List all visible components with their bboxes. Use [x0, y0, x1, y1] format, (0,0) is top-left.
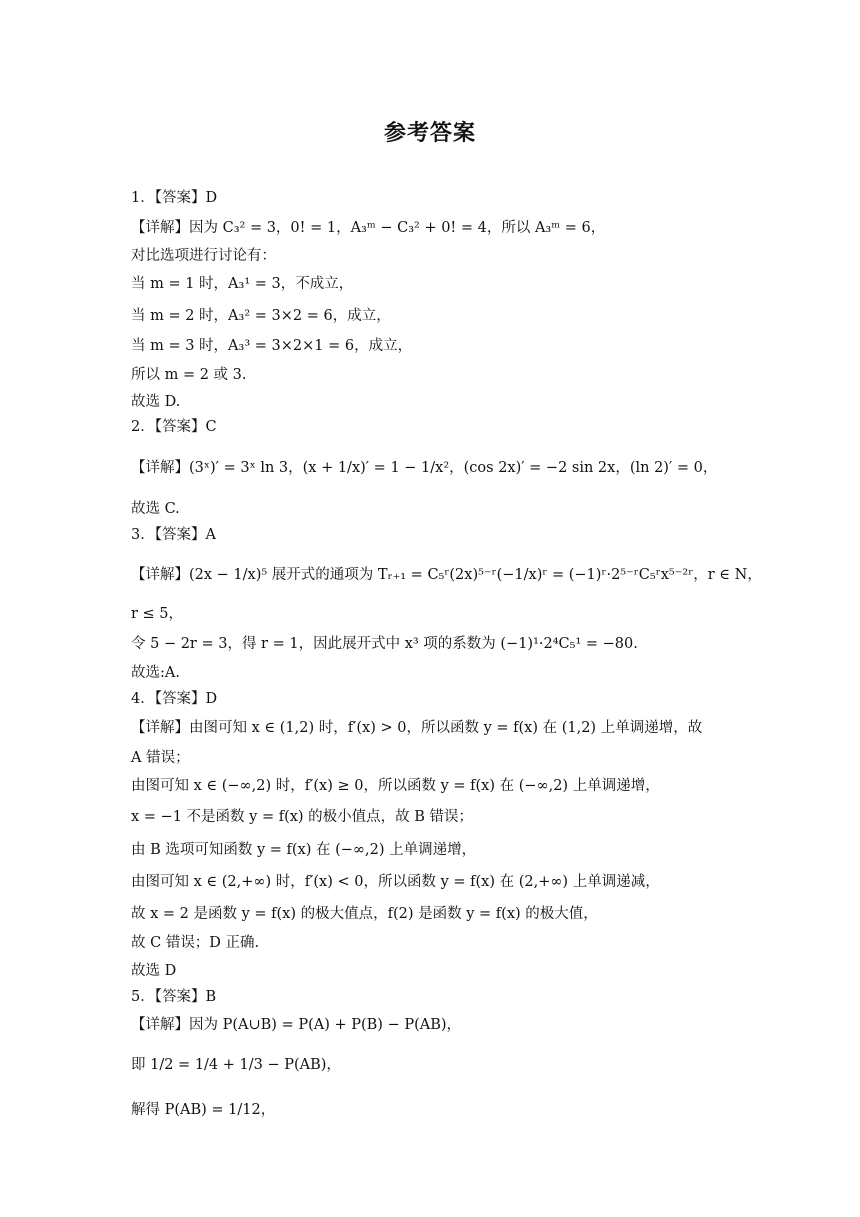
q1-choice: 故选 D. — [131, 394, 181, 410]
q1-case-3: 当 m = 3 时，A₃³ = 3×2×1 = 6，成立， — [131, 338, 413, 354]
q1-case-1: 当 m = 1 时，A₃¹ = 3，不成立， — [131, 276, 354, 292]
q3-answer: 3．【答案】A — [131, 527, 216, 543]
q1-step: 对比选项进行讨论有： — [131, 248, 276, 264]
q5-answer: 5．【答案】B — [131, 989, 217, 1005]
q4-answer: 4．【答案】D — [131, 691, 218, 707]
q4-step-4: 故 x = 2 是函数 y = f(x) 的极大值点，f(2) 是函数 y = f(x) 的极大值， — [131, 906, 598, 922]
q4-option-b: x = −1 不是函数 y = f(x) 的极小值点，故 B 错误； — [131, 809, 474, 825]
q4-step-1: 由图可知 x ∈ (−∞,2) 时，f′(x) ≥ 0，所以函数 y = f(x) 在 (−∞,2) 上单调递增， — [131, 778, 660, 794]
q3-condition: r ≤ 5， — [131, 606, 184, 622]
q4-choice: 故选 D — [131, 963, 177, 979]
q2-answer: 2．【答案】C — [131, 419, 217, 435]
q2-explanation: 【详解】(3ˣ)′ = 3ˣ ln 3，(x + 1/x)′ = 1 − 1/x²，(cos 2x)′ = −2 sin 2x，(ln 2)′ = 0， — [131, 460, 718, 476]
q2-choice: 故选 C. — [131, 501, 180, 517]
q1-answer: 1．【答案】D — [131, 190, 218, 206]
q4-option-cd: 故 C 错误；D 正确. — [131, 935, 260, 951]
q4-step-2: 由 B 选项可知函数 y = f(x) 在 (−∞,2) 上单调递增， — [131, 842, 477, 858]
q1-case-2: 当 m = 2 时，A₃² = 3×2 = 6，成立， — [131, 308, 391, 324]
q3-step: 令 5 − 2r = 3，得 r = 1，因此展开式中 x³ 项的系数为 (−1)¹·2⁴C₅¹ = −80. — [131, 636, 638, 652]
q3-explanation: 【详解】(2x − 1/x)⁵ 展开式的通项为 Tᵣ₊₁ = C₅ʳ(2x)⁵⁻ʳ(−1/x)ʳ = (−1)ʳ·2⁵⁻ʳC₅ʳx⁵⁻²ʳ，r ∈ N， — [131, 567, 762, 583]
page-title: 参考答案 — [383, 121, 476, 146]
q5-step-2: 解得 P(AB) = 1/12， — [131, 1102, 276, 1118]
q4-option-a: A 错误； — [131, 750, 190, 766]
q4-step-3: 由图可知 x ∈ (2,+∞) 时，f′(x) < 0，所以函数 y = f(x) 在 (2,+∞) 上单调递减， — [131, 874, 660, 890]
q3-choice: 故选:A. — [131, 665, 180, 681]
q5-step-1: 即 1/2 = 1/4 + 1/3 − P(AB)， — [131, 1057, 341, 1073]
q1-conclusion: 所以 m = 2 或 3. — [131, 367, 247, 383]
q4-explanation: 【详解】由图可知 x ∈ (1,2) 时，f′(x) > 0，所以函数 y = f(x) 在 (1,2) 上单调递增，故 — [131, 720, 703, 736]
q1-explanation: 【详解】因为 C₃² = 3，0! = 1，A₃ᵐ − C₃² + 0! = 4，所以 A₃ᵐ = 6， — [131, 220, 606, 236]
q5-explanation: 【详解】因为 P(A∪B) = P(A) + P(B) − P(AB)， — [131, 1017, 462, 1033]
